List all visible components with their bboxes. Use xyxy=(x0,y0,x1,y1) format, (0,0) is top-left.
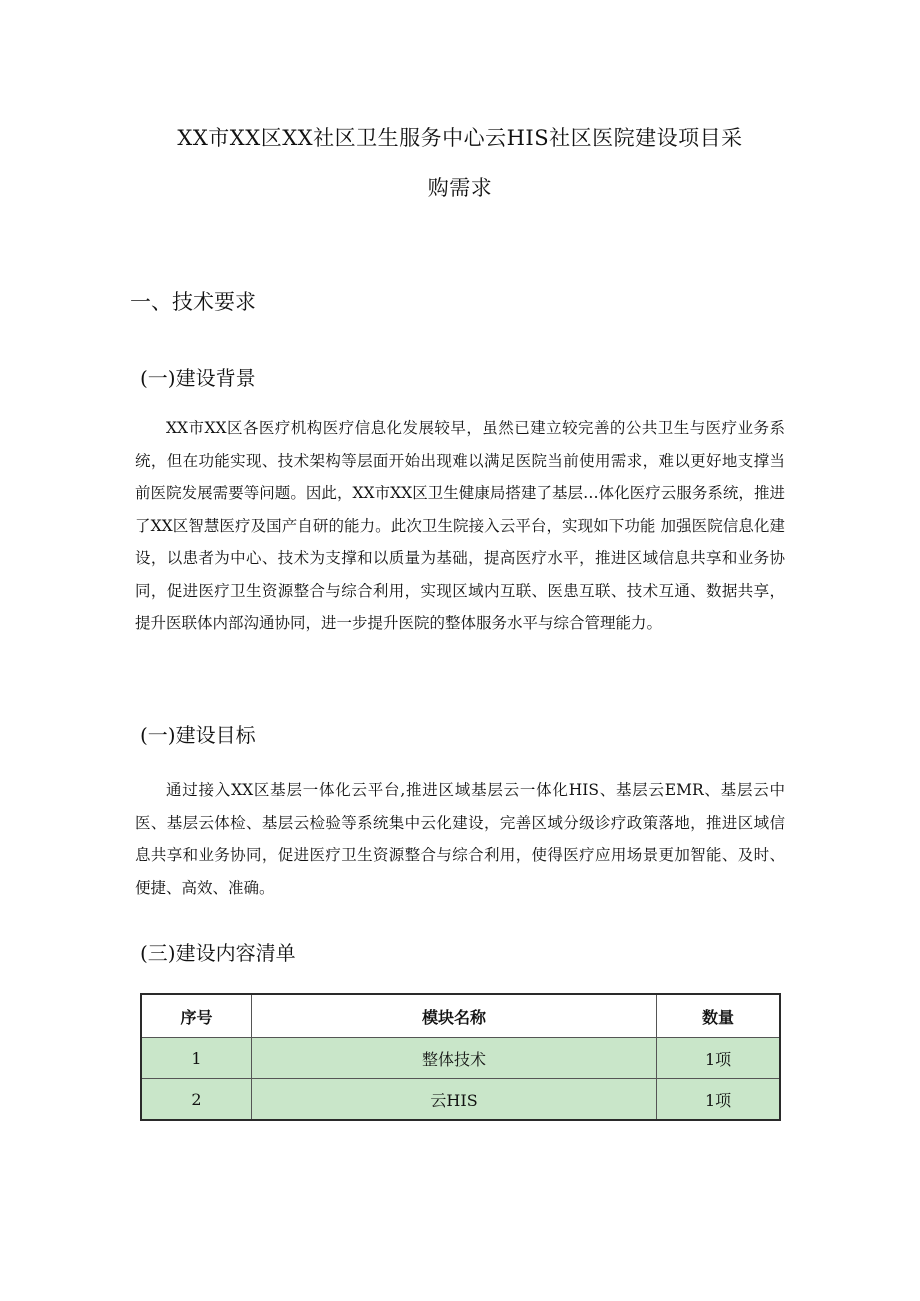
subheading-construction-goal: (一)建设目标 xyxy=(140,723,256,747)
table-cell-index: 1 xyxy=(141,1038,252,1079)
table-cell-index: 2 xyxy=(141,1079,252,1121)
table-header-quantity: 数量 xyxy=(657,994,780,1038)
table-cell-module-name: 整体技术 xyxy=(252,1038,657,1079)
table-row xyxy=(141,1038,780,1079)
construction-content-table xyxy=(140,993,781,1121)
table-header-row xyxy=(141,994,780,1038)
table-cell-quantity: 1项 xyxy=(657,1079,780,1121)
paragraph-construction-background: XX市XX区各医疗机构医疗信息化发展较早，虽然已建立较完善的公共卫生与医疗业务系统，但在功能实现、技术架构等层面开始出现难以满足医院当前使用需求，难以更好地支撑当前医院发展需要等问题。因此，XX市XX区卫生健康局搭建了基层…体化医疗云服务系统，推进了XX区智慧医疗及国产自研的能力。此次卫生院接入云平台，实现如下功能 加强医院信息化建设，以患者为中心、技术为支撑和以质量为基础，提高医疗水平，推进区域信息共享和业务协同，促进医疗卫生资源整合与综合利用，实现区域内互联、医患互联、技术互通、数据共享，提升医联体内部沟通协同，进一步提升医院的整体服务水平与综合管理能力。 xyxy=(135,419,785,632)
document-title-line-1: XX市XX区XX社区卫生服务中心云HIS社区医院建设项目采 xyxy=(177,126,743,150)
paragraph-construction-goal: 通过接入XX区基层一体化云平台,推进区域基层云一体化HIS、基层云EMR、基层云中医、基层云体检、基层云检验等系统集中云化建设，完善区域分级诊疗政策落地，推进区域信息共享和业务协同，促进医疗卫生资源整合与综合利用，使得医疗应用场景更加智能、及时、便捷、高效、准确。 xyxy=(135,781,785,897)
table-header-index: 序号 xyxy=(141,994,252,1038)
section-heading-technical-requirements: 一、技术要求 xyxy=(130,290,256,314)
table-cell-module-name: 云HIS xyxy=(252,1079,657,1121)
table-row xyxy=(141,1079,780,1121)
table-header-module-name: 模块名称 xyxy=(252,994,657,1038)
subheading-construction-background: (一)建设背景 xyxy=(140,366,256,390)
table-cell-quantity: 1项 xyxy=(657,1038,780,1079)
document-title-line-2: 购需求 xyxy=(427,176,493,200)
subheading-construction-content-list: (三)建设内容清单 xyxy=(140,941,296,965)
